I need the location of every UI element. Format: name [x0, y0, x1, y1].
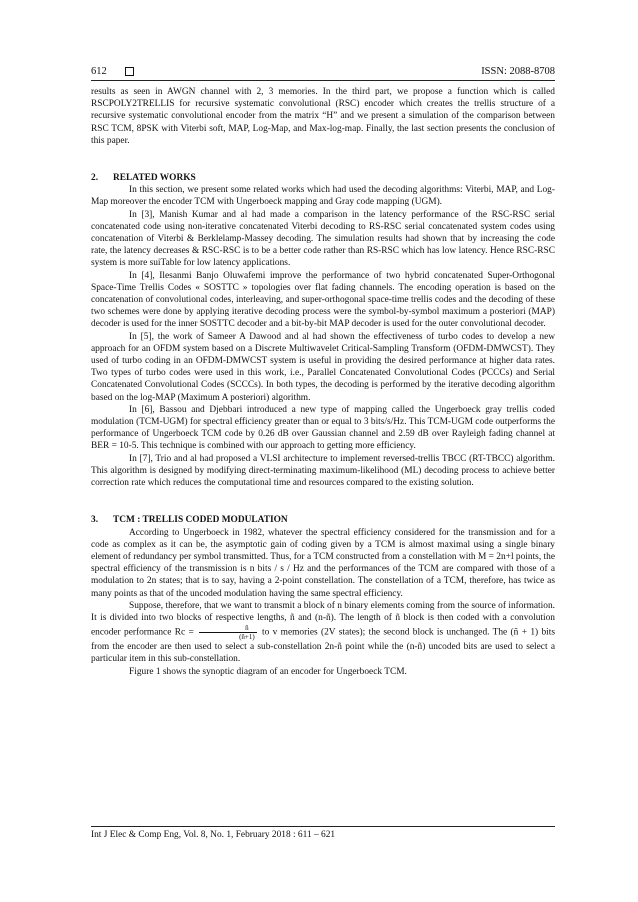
- fraction: [199, 624, 257, 641]
- section-2-heading: [91, 172, 555, 184]
- section-title: TCM : TRELLIS CODED MODULATION: [113, 515, 288, 526]
- page-number: 612: [91, 66, 107, 77]
- text-run: Suppose, therefore, that we want to transmit a block of n binary elements coming from the source of information. It is divided into two blocks of respective lengths, ñ and (n-ñ). The length of ñ block is then coded with a convolution encoder performance Rc =: [91, 600, 555, 638]
- paragraph: In [7], Trio and al had proposed a VLSI architecture to implement reversed-trellis TBCC (RT-TBCC) algorithm. This algorithm is designed by modifying direct-terminating maximum-likelihood (ML) decoding process to achieve better correction rate which reduces the computational time and resources compared to the existing solution.: [91, 453, 555, 489]
- header-rule: [91, 80, 555, 81]
- fraction-numerator: ñ: [199, 624, 257, 633]
- paragraph: In [4], Ilesanmi Banjo Oluwafemi improve the performance of two hybrid concatenated Super-Orthogonal Space-Time Trellis Codes « SOSTTC » topologies over flat fading channels. The encoding operation is based on the concatenation of convolutional codes, interleaving, and super-orthogonal space-time trellis codes and the decoding of these two schemes were done by applying iterative decoding process were the symbol-by-symbol maximum a posteriori (MAP) decoder is used for the inner SOSTTC decoder and a bit-by-bit MAP decoder is used for the outer convolutional decoder.: [91, 270, 555, 330]
- page-header: [91, 66, 555, 77]
- paragraph: Figure 1 shows the synoptic diagram of an encoder for Ungerboeck TCM.: [129, 666, 407, 677]
- fraction-denominator: (ñ+1): [239, 633, 255, 642]
- paragraph: In [6], Bassou and Djebbari introduced a new type of mapping called the Ungerboeck gray trellis coded modulation (TCM-UGM) for spectral efficiency greater than or equal to 3 bits/s/Hz. This TCM-UGM code outperforms the performance of Ungerboeck TCM code by 0.26 dB over Gaussian channel and 2.59 dB over Rayleigh fading channel at BER = 10-5. This technique is combined with our approach to getting more efficiency.: [91, 404, 555, 452]
- section-number: 2.: [91, 173, 99, 184]
- section-number: 3.: [91, 515, 99, 526]
- paragraph: In this section, we present some related works which had used the decoding algorithms: Viterbi, MAP, and Log-Map moreover the encoder TCM with Ungerboeck mapping and Gray code mapping (UGM).: [91, 185, 555, 208]
- footer-citation: Int J Elec & Comp Eng, Vol. 8, No. 1, February 2018 : 611 – 621: [91, 830, 336, 840]
- page-body: [91, 86, 555, 678]
- square-icon: [125, 67, 134, 76]
- paragraph-with-equation: [91, 600, 555, 666]
- text-run: to v memories (2V states); the second block is unchanged. The (ñ + 1) bits from the encoder are then used to select a sub-constellation 2n-ñ point while the (n-ñ) uncoded bits are used to select a particular item in this sub-constellation.: [91, 627, 556, 665]
- paragraph: In [5], the work of Sameer A Dawood and al had shown the effectiveness of turbo codes to develop a new approach for an OFDM system based on a Discrete Multiwavelet Critical-Sampling Transform (OFDM-DMWCST). They used of turbo coding in an OFDM-DMWCST system is useful in providing the desired performance at higher data rates. Two types of turbo codes were used in this work, i.e., Parallel Concatenated Convolutional Codes (PCCCs) and Serial Concatenated Convolutional Codes (SCCCs). In both types, the decoding is performed by the iterative decoding algorithm based on the log-MAP (Maximum A posteriori) algorithm.: [91, 331, 555, 403]
- section-title: RELATED WORKS: [113, 173, 196, 184]
- paragraph: According to Ungerboeck in 1982, whatever the spectral efficiency considered for the transmission and for a code as complex as it can be, the asymptotic gain of coding given by a TCM is almost maximal using a single binary element of redundancy per symbol transmitted. Thus, for a TCM constructed from a constellation with M = 2n+l points, the spectral efficiency of the transmission is n bits / s / Hz and the performances of the TCM are compared with those of a modulation to 2n states; that is to say, having a 2-point constellation. The constellation of a TCM, therefore, has twice as many points as that of the uncoded modulation having the same spectral efficiency.: [91, 527, 555, 599]
- intro-paragraph: results as seen in AWGN channel with 2, 3 memories. In the third part, we propose a function which is called RSCPOLY2TRELLIS for recursive systematic convolutional (RSC) encoder which creates the trellis structure of a recursive systematic convolutional encoder from the matrix “H” and we present a simulation of the comparison between RSC TCM, 8PSK with Viterbi soft, MAP, Log-Map, and Max-log-map. Finally, the last section presents the conclusion of this paper.: [91, 87, 555, 146]
- issn-label: ISSN: 2088-8708: [481, 66, 555, 77]
- footer-rule: [91, 826, 555, 827]
- paragraph: In [3], Manish Kumar and al had made a comparison in the latency performance of the RSC-RSC serial concatenated code using non-iterative concatenated Viterbi decoding to RS-RSC serial concatenated system codes using concatenation of Viterbi & Berklelamp-Massey decoding. The simulation results had shown that by increasing the code rate, the latency decreases & RSC-RSC is to be a better code rather than RS-RSC which has low latency. Hence RSC-RSC system is more suiTable for low latency applications.: [91, 209, 555, 269]
- section-3-heading: [91, 514, 555, 526]
